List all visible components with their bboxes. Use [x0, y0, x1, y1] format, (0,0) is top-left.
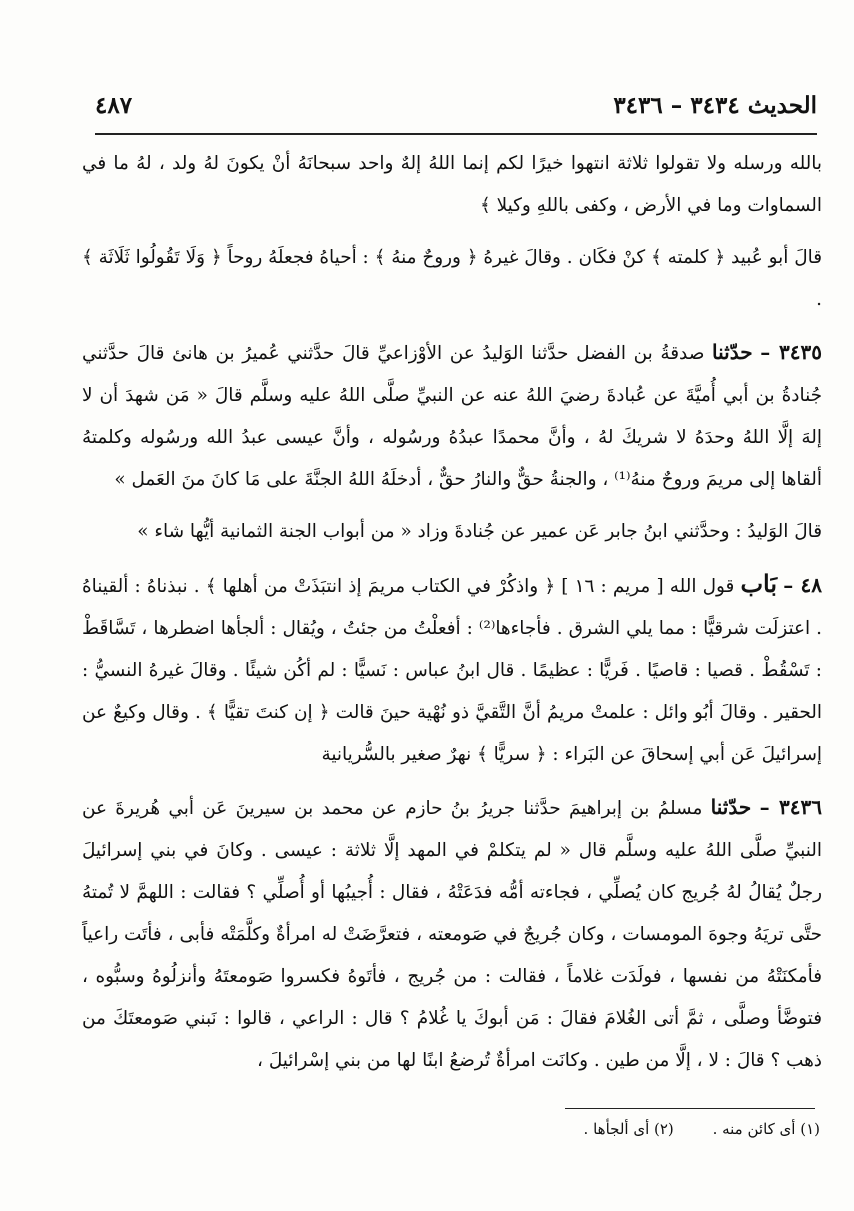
paragraph-text: مسلمُ بن إبراهيمَ حدَّثنا جريرُ بنُ حازم عن محمد بن سيرينَ عَن أبي هُريرةَ عن النبيِّ صلَّى اللهُ عليه وسلَّم قال « لم يتكلمْ في المهد إلَّا ثلاثة : عيسى . وكانَ في بني إسرائيلَ رجلٌ يُقالُ لهُ جُريج كان يُصلِّي ، فجاءته أمُّه فدَعَتْهُ ، فقال : أُجيبُها أو أُصلِّي ؟ فقالت : اللهمَّ لا تُمتهُ حتَّى تريَهُ وجوهَ المومسات ، وكان جُريجٌ في صَومعته ، فتعرَّضَتْ له امرأةٌ وكلَّمَتْه فأبى ، فأتَت راعياً فأمكنَتْهُ من نفسها ، فولَدَت غلاماً ، فقالت : من جُريج ، فأتَوهُ فكسروا صَومعتَهُ وأنزلُوهُ وسبُّوه ، فتوضَّأ وصلَّى ، ثمَّ أتى الغُلامَ فقالَ : مَن أبوكَ يا غُلامُ ؟ قال : الراعي ، قالوا : نَبني صَومعتَكَ من ذهب ؟ قالَ : لا ، إلَّا من طين . وكانَت امرأةٌ تُرضعُ ابنًا لها من بني إسْرائيلَ ،: [82, 798, 822, 1071]
paragraph-text: قالَ أبو عُبيد ﴿ كلمته ﴾ كنْ فكَان . وقالَ غيرهُ ﴿ وروحٌ منهُ ﴾ : أحياهُ فجعلَهُ روحاً ﴿ وَلَا تَقُولُوا ثَلَاثَة ﴾ .: [82, 247, 822, 310]
hadith-keyword: حدّثنا: [710, 795, 752, 819]
footnotes: [480, 1120, 820, 1138]
footnote-rule: [565, 1108, 815, 1109]
commentary-paragraph: [82, 237, 822, 321]
paragraph-text: قول الله [ مريم : ١٦ ] ﴿ واذكُرْ في الكتاب مريمَ إذ انتبَذَتْ من أهلها ﴾ . نبذناهُ : ألقيناهُ . اعتزلَت شرقيًّا : مما يلي الشرق . فأجاءها⁽²⁾ : أفعلْتُ من جئتُ ، ويُقال : ألجأها اضطرها ، تَسَّاقَطْ : تَسْقُطْ . قصيا : قاصيًا . فَريًّا : عظيمًا . قال ابنُ عباس : نَسيًّا : لم أكُن شيئًا . وقالَ غيرهُ النسيُّ : الحقير . وقالَ أبُو وائل : علمتْ مريمُ أنَّ التَّقيَّ ذو نُهْية حينَ قالت ﴿ إن كنتَ تقيًّا ﴾ . وقال وكيعٌ عن إسرائيلَ عَن أبي إسحاقَ عن البَراء : ﴿ سريًّا ﴾ نهرٌ صغير بالسُّريانية: [82, 576, 822, 765]
hadith-keyword: حدّثنا: [712, 340, 753, 364]
page-number: ٤٨٧: [95, 92, 133, 119]
footnote-2: (٢) أى ألجأها .: [583, 1120, 674, 1138]
hadith-3435: [82, 331, 822, 501]
hadith-number: ٣٤٣٥ –: [760, 340, 822, 364]
verse-continuation: [82, 143, 822, 227]
paragraph-text: بالله ورسله ولا تقولوا ثلاثة انتهوا خيرًا لكم إنما اللهُ إلهٌ واحد سبحانَهُ أنْ يكونَ لهُ ولد ، لهُ ما في السماوات وما في الأرض ، وكفى باللهِ وكيلا ﴾: [82, 153, 822, 216]
chapter-48: [82, 563, 822, 776]
hadith-number: ٣٤٣٦ –: [759, 795, 822, 819]
page-header: [95, 92, 817, 128]
chapter-number: ٤٨ –: [783, 573, 822, 597]
page-body: [82, 143, 822, 1082]
running-title: الحديث ٣٤٣٤ – ٣٤٣٦: [613, 92, 817, 119]
paragraph-text: قالَ الوَليدُ : وحدَّثني ابنُ جابر عَن عمير عن جُنادةَ وزاد « من أبواب الجنة الثمانية أيُّها شاء »: [137, 521, 822, 542]
hadith-3436: [82, 786, 822, 1082]
footnote-1: (١) أى كائن منه .: [712, 1120, 820, 1138]
paragraph-text: صدقةُ بن الفضل حدَّثنا الوَليدُ عن الأوْزاعيِّ قالَ حدَّثني عُميرُ بن هانئ قالَ حدَّثني جُنادةُ بن أبي أُميَّةَ عن عُبادةَ رضيَ اللهُ عنه عن النبيِّ صلَّى اللهُ عليه وسلَّم قالَ « مَن شهدَ أن لا إلهَ إلَّا اللهُ وحدَهُ لا شريكَ لهُ ، وأنَّ محمدًا عبدُهُ ورسُوله ، وأنَّ عيسى عبدُ الله ورسُوله وكلمتهُ ألقاها إلى مريمَ وروحٌ منهُ⁽¹⁾ ، والجنةُ حقٌّ والنارُ حقٌّ ، أدخلَهُ اللهُ الجنَّةَ على مَا كانَ منَ العَمل »: [82, 343, 822, 490]
narration-note: [82, 511, 822, 553]
chapter-keyword: بَاب: [740, 569, 778, 598]
header-rule: [95, 133, 817, 135]
